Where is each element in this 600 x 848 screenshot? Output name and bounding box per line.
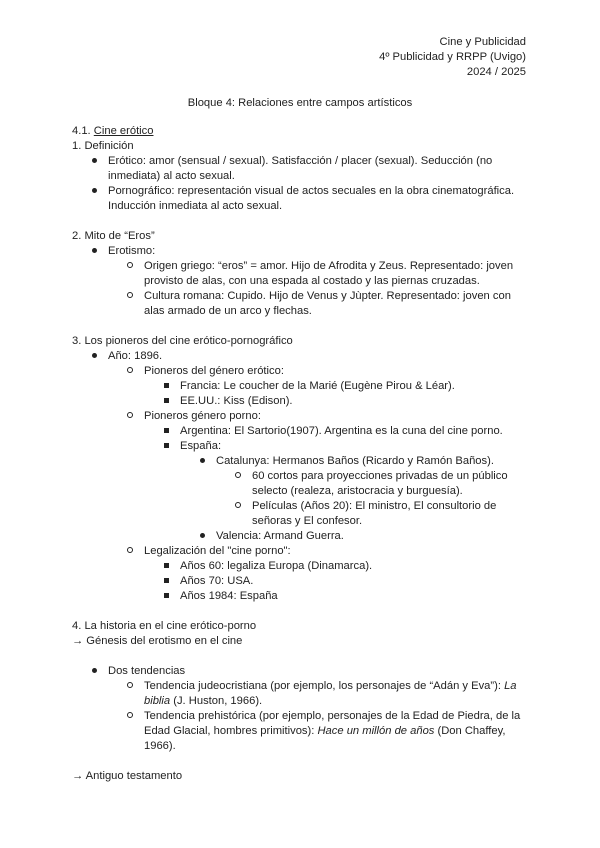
header-degree: 4º Publicidad y RRPP (Uvigo): [379, 51, 526, 63]
square-bullet-icon: [159, 379, 173, 394]
list-item-argentina: [72, 424, 532, 439]
item-text: [144, 724, 532, 739]
item-text: Años 60: legaliza Europa (Dinamarca).: [180, 560, 373, 572]
item-text: 1966).: [144, 740, 176, 752]
list-item-cortos: [72, 469, 532, 499]
item-text: Argentina: El Sartorio(1907). Argentina es la cuna del cine porno.: [180, 425, 503, 437]
item-text: Películas (Años 20): El ministro, El consultorio de: [252, 500, 497, 512]
section-number: 4.1.: [72, 125, 94, 137]
section-3-heading: 3. Los pioneros del cine erótico-pornográfico: [72, 335, 293, 347]
item-text: Años 70: USA.: [180, 575, 254, 587]
text-part: (J. Huston, 1966).: [170, 695, 263, 707]
film-title: biblia: [144, 695, 171, 707]
section-1-heading: 1. Definición: [72, 140, 134, 152]
item-text: Pioneros género porno:: [144, 410, 261, 422]
text-part: Tendencia judeocristiana (por ejemplo, los personajes de “Adán y Eva”):: [144, 680, 505, 692]
film-title: La: [504, 680, 517, 692]
film-title: Hace un millón de años: [317, 725, 435, 737]
bullet-icon: [195, 454, 209, 469]
item-text: Pioneros del género erótico:: [144, 365, 284, 377]
item-text: Francia: Le coucher de la Marié (Eugène Pirou & Léar).: [180, 380, 455, 392]
square-bullet-icon: [159, 589, 173, 604]
item-text: EE.UU.: Kiss (Edison).: [180, 395, 293, 407]
item-text: Valencia: Armand Guerra.: [216, 530, 344, 542]
circle-bullet-icon: [123, 259, 137, 274]
square-bullet-icon: [159, 394, 173, 409]
item-text: 60 cortos para proyecciones privadas de un público: [252, 470, 508, 482]
list-item-anos70: [72, 574, 532, 589]
item-text: [144, 679, 532, 694]
item-text: Cultura romana: Cupido. Hijo de Venus y Jùpter. Representado: joven con: [144, 290, 511, 302]
item-text: Años 1984: España: [180, 590, 278, 602]
definition-list: [72, 154, 532, 214]
item-text: Erotismo:: [108, 245, 156, 257]
bullet-icon: [87, 154, 101, 169]
document-header: [379, 35, 526, 80]
bullet-icon: [87, 664, 101, 679]
section-2-heading: 2. Mito de “Eros”: [72, 230, 155, 242]
item-text: Dos tendencias: [108, 665, 186, 677]
list-item-erotismo: [72, 244, 532, 259]
list-item-espana: [72, 439, 532, 454]
item-text: Tendencia prehistórica (por ejemplo, personajes de la Edad de Piedra, de la: [144, 710, 521, 722]
bullet-icon: [195, 529, 209, 544]
list-item-catalunya: [72, 454, 532, 469]
list-item-valencia: [72, 529, 532, 544]
section-title: Cine erótico: [93, 125, 154, 137]
eros-list: [72, 244, 532, 319]
header-year: 2024 / 2025: [466, 66, 526, 78]
section-4-1-heading: [72, 124, 532, 139]
bullet-icon: [87, 349, 101, 364]
genesis-line: → Génesis del erotismo en el cine: [72, 635, 243, 647]
header-course: Cine y Publicidad: [439, 36, 526, 48]
list-item-francia: [72, 379, 532, 394]
circle-bullet-icon: [123, 544, 137, 559]
item-text: Legalización del "cine porno":: [144, 545, 291, 557]
square-bullet-icon: [159, 424, 173, 439]
pioneros-list: [72, 349, 532, 604]
square-bullet-icon: [159, 559, 173, 574]
item-text: provisto de alas, con una espada al costado y las piernas cruzadas.: [144, 275, 480, 287]
item-text: [144, 694, 532, 709]
bullet-icon: [87, 244, 101, 259]
item-text: Catalunya: Hermanos Baños (Ricardo y Ramón Baños).: [216, 455, 494, 467]
circle-bullet-icon: [231, 499, 245, 514]
bullet-icon: [87, 184, 101, 199]
list-item-anos60: [72, 559, 532, 574]
list-item-pornografico: [72, 184, 532, 214]
circle-bullet-icon: [123, 709, 137, 724]
text-part: Edad Glacial, hombres primitivos):: [144, 725, 318, 737]
square-bullet-icon: [159, 574, 173, 589]
item-text: Erótico: amor (sensual / sexual). Satisfacción / placer (sexual). Seducción (no: [108, 155, 493, 167]
text-part: (Don Chaffey,: [434, 725, 506, 737]
document-title: Bloque 4: Relaciones entre campos artísticos: [187, 97, 413, 109]
tendencias-list: [72, 664, 532, 754]
list-item-erotico: [72, 154, 532, 184]
item-text: señoras y El confesor.: [252, 515, 363, 527]
circle-bullet-icon: [123, 364, 137, 379]
list-item-prehistorica: [72, 709, 532, 754]
square-bullet-icon: [159, 439, 173, 454]
list-item-cultura-romana: [72, 289, 532, 319]
circle-bullet-icon: [123, 289, 137, 304]
list-item-judeocristiana: [72, 679, 532, 709]
list-item-pioneros-porno: [72, 409, 532, 424]
circle-bullet-icon: [123, 409, 137, 424]
list-item-dos-tendencias: [72, 664, 532, 679]
item-text: inmediata) al acto sexual.: [108, 170, 235, 182]
list-item-ano: [72, 349, 532, 364]
item-text: Origen griego: “eros” = amor. Hijo de Afrodita y Zeus. Representado: joven: [144, 260, 514, 272]
item-text: selecto (realeza, aristocracia y burguesía).: [252, 485, 463, 497]
antiguo-testamento-line: → Antiguo testamento: [72, 770, 183, 782]
item-text: alas armado de un arco y flechas.: [144, 305, 312, 317]
list-item-eeuu: [72, 394, 532, 409]
list-item-peliculas: [72, 499, 532, 529]
circle-bullet-icon: [123, 679, 137, 694]
item-text: España:: [180, 440, 222, 452]
section-4-heading: 4. La historia en el cine erótico-porno: [72, 620, 257, 632]
item-text: Pornográfico: representación visual de actos secuales en la obra cinematográfica.: [108, 185, 515, 197]
item-text: Año: 1896.: [108, 350, 163, 362]
list-item-legalizacion: [72, 544, 532, 559]
circle-bullet-icon: [231, 469, 245, 484]
item-text: Inducción inmediata al acto sexual.: [108, 200, 283, 212]
list-item-origen-griego: [72, 259, 532, 289]
list-item-anos84: [72, 589, 532, 604]
document-body: [72, 124, 532, 784]
list-item-pioneros-erotico: [72, 364, 532, 379]
